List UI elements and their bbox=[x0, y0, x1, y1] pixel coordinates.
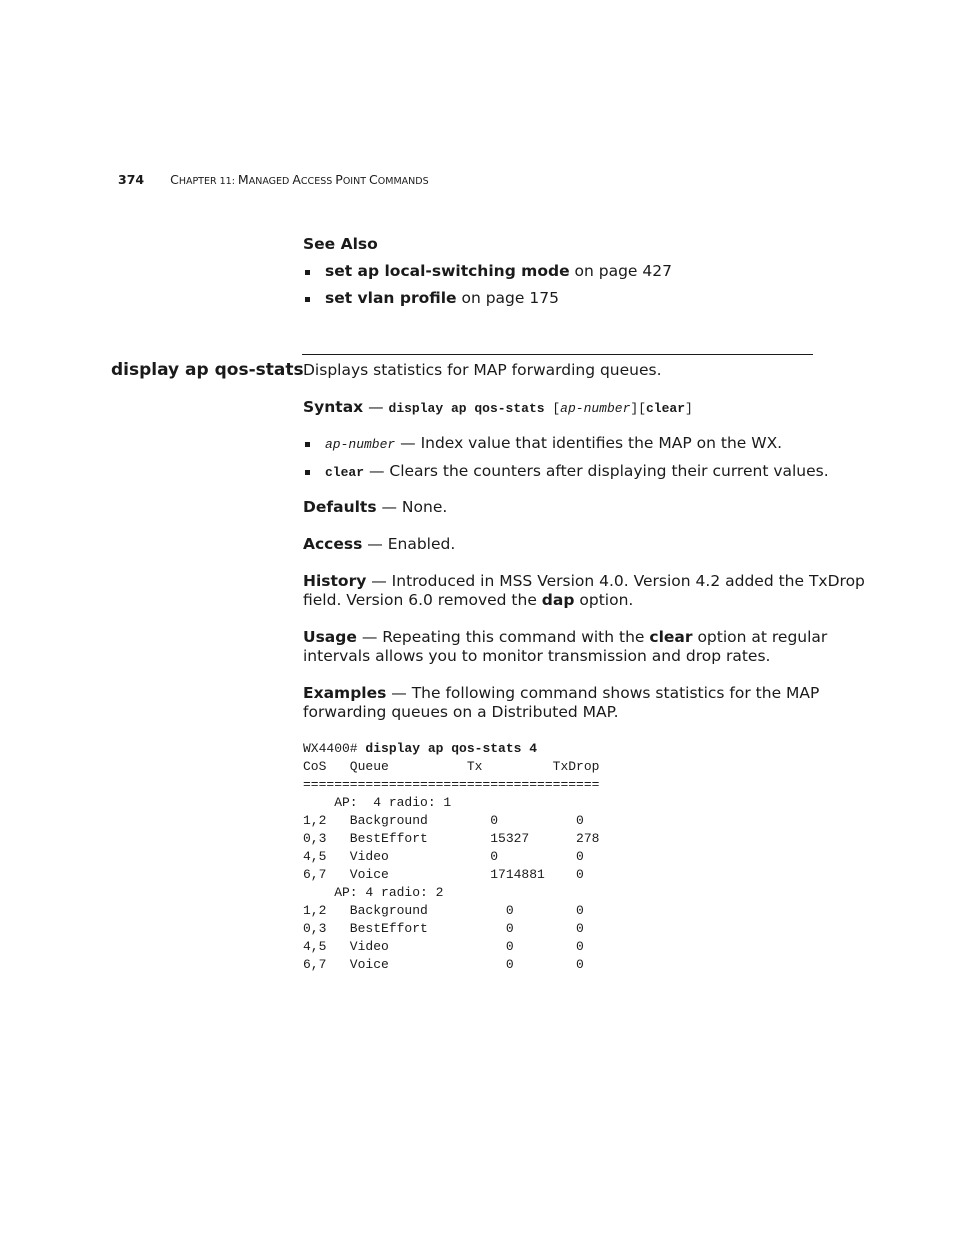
see-also-page-ref: on page 175 bbox=[456, 289, 559, 307]
code-line: AP: 4 radio: 2 bbox=[303, 885, 444, 900]
param-item bbox=[325, 434, 782, 454]
code-line: CoS Queue Tx TxDrop bbox=[303, 759, 600, 774]
syntax-param: ap-number bbox=[560, 401, 631, 416]
code-line: ====================================== bbox=[303, 777, 600, 792]
code-line: AP: 4 radio: 1 bbox=[303, 795, 452, 810]
see-also-command[interactable]: set vlan profile bbox=[325, 289, 457, 307]
access-label: Access bbox=[303, 535, 363, 553]
code-command-line bbox=[303, 740, 599, 758]
examples-paragraph: Examples — The following command shows statistics for the MAP forwarding queues on a Distributed MAP. bbox=[303, 684, 820, 721]
bullet-icon bbox=[305, 470, 310, 475]
bullet-icon bbox=[305, 297, 310, 302]
access-line: Access — Enabled. bbox=[303, 535, 456, 553]
bullet-icon bbox=[305, 270, 310, 275]
code-line: 4,5 Video 0 0 bbox=[303, 939, 584, 954]
see-also-heading: See Also bbox=[303, 235, 378, 253]
syntax-option: clear bbox=[646, 401, 686, 416]
syntax-label: Syntax bbox=[303, 398, 364, 416]
code-line: 0,3 BestEffort 0 0 bbox=[303, 921, 584, 936]
code-line: 4,5 Video 0 0 bbox=[303, 849, 584, 864]
usage-label: Usage bbox=[303, 628, 357, 646]
code-line: 1,2 Background 0 0 bbox=[303, 813, 584, 828]
usage-paragraph: Usage — Repeating this command with the clear option at regular intervals allows you to monitor transmission and drop rates. bbox=[303, 628, 828, 665]
code-line: 1,2 Background 0 0 bbox=[303, 903, 584, 918]
history-label: History bbox=[303, 572, 367, 590]
code-line: 6,7 Voice 1714881 0 bbox=[303, 867, 584, 882]
param-item bbox=[325, 462, 829, 482]
running-header bbox=[118, 172, 429, 187]
page-number: 374 bbox=[118, 172, 145, 187]
param-desc: — Clears the counters after displaying their current values. bbox=[364, 462, 829, 480]
code-command: display ap qos-stats 4 bbox=[365, 741, 538, 756]
param-name: ap-number bbox=[325, 437, 396, 452]
see-also-item[interactable] bbox=[325, 262, 672, 281]
defaults-line: Defaults — None. bbox=[303, 498, 448, 516]
see-also-page-ref: on page 427 bbox=[569, 262, 672, 280]
syntax-command: display ap qos-stats bbox=[388, 401, 545, 416]
chapter-title: CHAPTER 11: MANAGED ACCESS POINT COMMANDS bbox=[170, 172, 429, 187]
bullet-icon bbox=[305, 442, 310, 447]
param-desc: — Index value that identifies the MAP on the WX. bbox=[395, 434, 783, 452]
see-also-command[interactable]: set ap local-switching mode bbox=[325, 262, 570, 280]
history-paragraph: History — Introduced in MSS Version 4.0. Version 4.2 added the TxDrop field. Version 6.0 removed the dap option. bbox=[303, 572, 865, 609]
section-divider bbox=[302, 354, 813, 355]
section-title: display ap qos-stats bbox=[111, 360, 304, 380]
defaults-label: Defaults bbox=[303, 498, 377, 516]
examples-label: Examples bbox=[303, 684, 387, 702]
code-example bbox=[303, 740, 599, 974]
syntax-line: Syntax — display ap qos-stats [ap-number][clear] bbox=[303, 398, 693, 416]
code-prompt: WX4400# bbox=[303, 741, 366, 756]
code-line: 6,7 Voice 0 0 bbox=[303, 957, 584, 972]
param-name: clear bbox=[325, 465, 365, 480]
see-also-item[interactable] bbox=[325, 289, 559, 308]
section-description: Displays statistics for MAP forwarding queues. bbox=[303, 361, 662, 379]
code-line: 0,3 BestEffort 15327 278 bbox=[303, 831, 600, 846]
